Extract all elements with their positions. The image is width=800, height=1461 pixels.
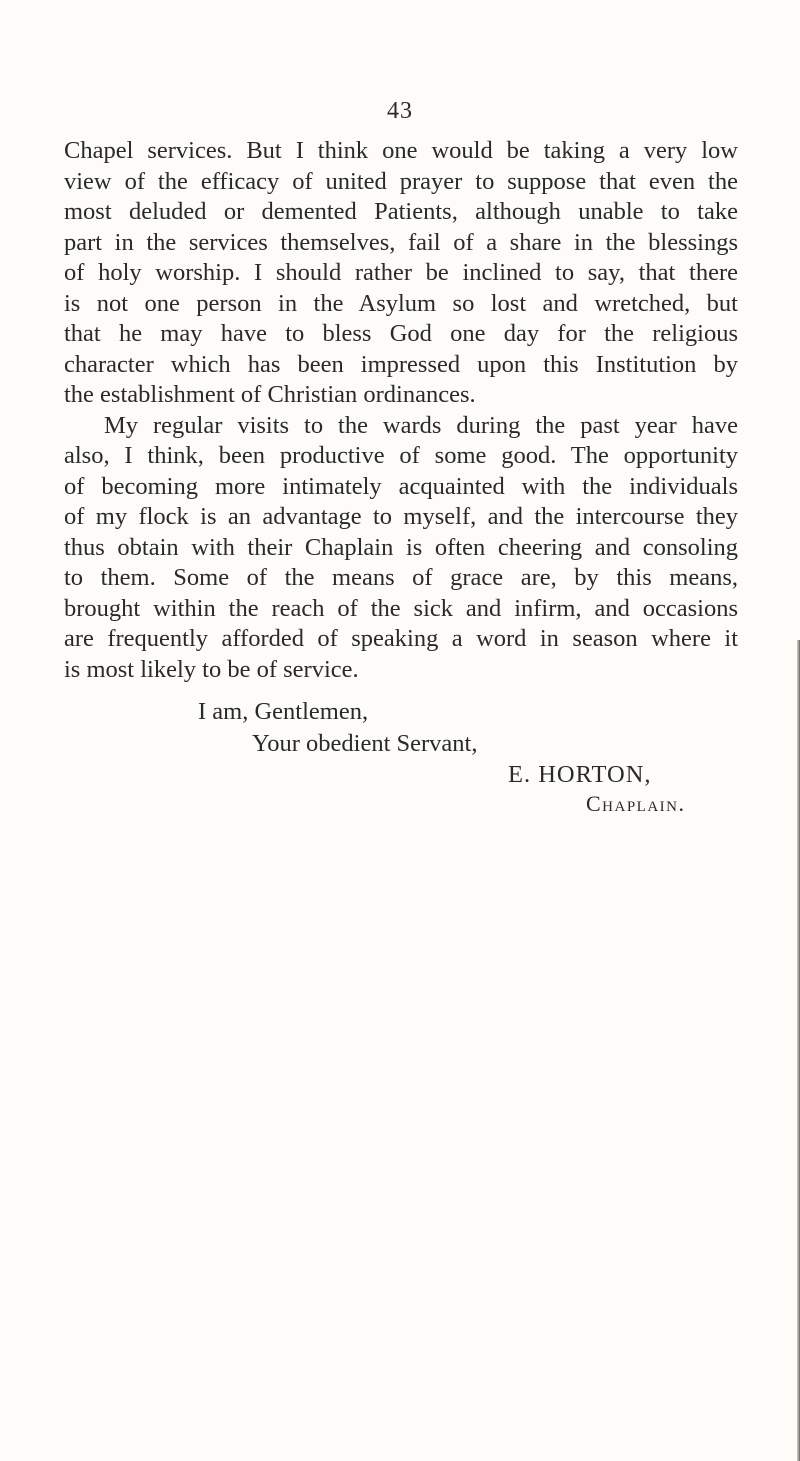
text-line: the establishment of Christian ordinances. <box>64 381 476 408</box>
text-line: most deluded or demented Patients, although unable to take <box>64 198 738 225</box>
page-number: 43 <box>387 98 413 124</box>
text-line: character which has been impressed upon this Institution by <box>64 350 738 378</box>
closing-salutation: I am, Gentlemen, <box>198 698 369 725</box>
text-line: is not one person in the Asylum so lost and wretched, but <box>64 289 738 317</box>
closing-valediction: Your obedient Servant, <box>252 730 478 757</box>
text-line: to them. Some of the means of grace are, by this means, <box>64 564 738 591</box>
text-line: view of the efficacy of united prayer to suppose that even the <box>64 167 738 195</box>
text-line: brought within the reach of the sick and infirm, and occasions <box>64 594 738 622</box>
signature-name: E. HORTON, <box>508 761 652 788</box>
text-line: My regular visits to the wards during the past year have <box>104 411 738 439</box>
signature-title: Chaplain. <box>586 791 686 816</box>
text-line: part in the services themselves, fail of a share in the blessings <box>64 228 738 256</box>
text-line: are frequently afforded of speaking a word in season where it <box>64 625 738 652</box>
text-line: Chapel services. But I think one would be taking a very low <box>64 137 738 164</box>
text-line: of my flock is an advantage to myself, and the intercourse they <box>64 503 738 530</box>
text-line: of holy worship. I should rather be inclined to say, that there <box>64 259 738 286</box>
text-line: is most likely to be of service. <box>64 655 359 683</box>
text-line: also, I think, been productive of some good. The opportunity <box>64 442 738 469</box>
text-line: that he may have to bless God one day for the religious <box>64 320 738 347</box>
text-line: thus obtain with their Chaplain is often cheering and consoling <box>64 533 738 561</box>
text-line: of becoming more intimately acquainted with the individuals <box>64 472 738 500</box>
letter-body <box>64 136 738 685</box>
